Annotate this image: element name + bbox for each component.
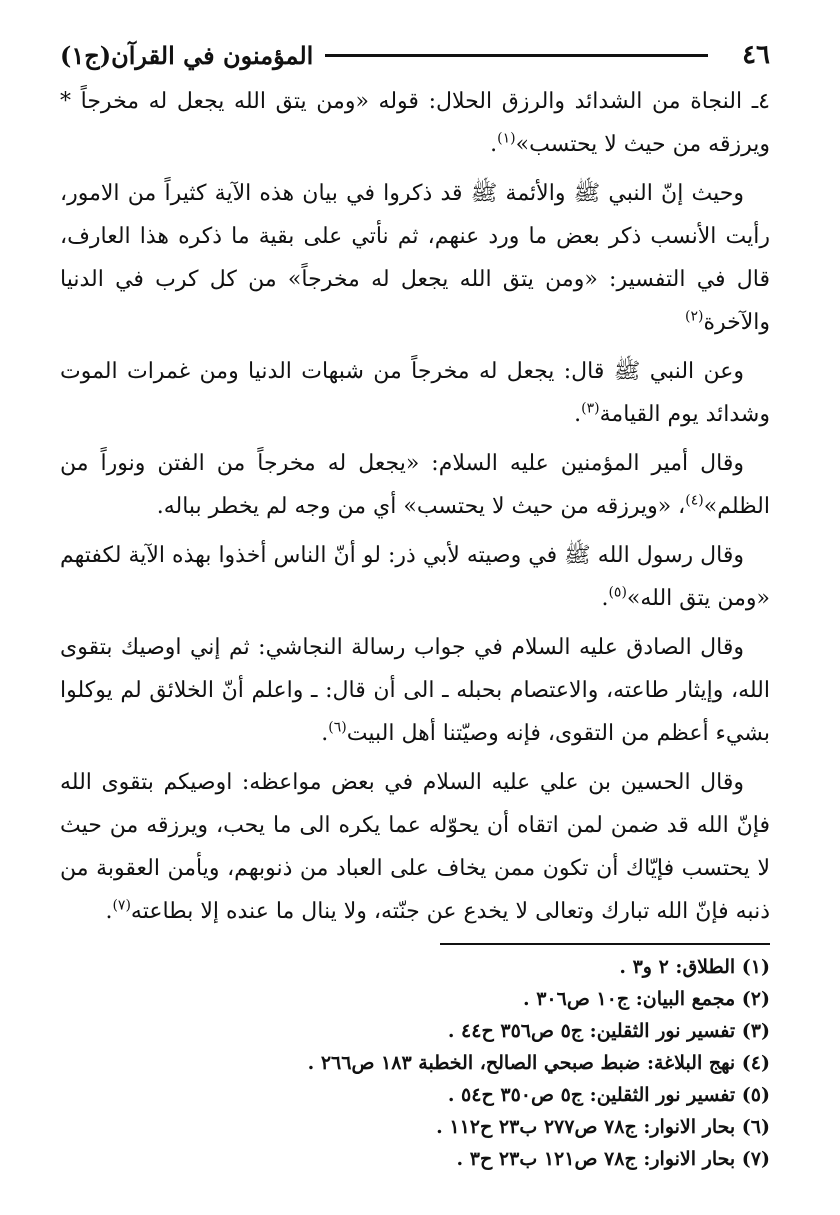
paragraph-text: وعن النبي ﷺ قال: يجعل له مخرجاً من شبهات الدنيا ومن غمرات الموت وشدائد يوم القيامة <box>60 359 770 427</box>
body-text <box>60 80 770 933</box>
footnote-ref: (٧) <box>112 897 131 914</box>
footnotes <box>60 951 770 1175</box>
book-page <box>60 30 770 1190</box>
paragraph <box>60 350 770 436</box>
footnote-item: (٥) تفسير نور الثقلين: ج٥ ص٣٥٠ ح٥٤ . <box>447 1084 770 1106</box>
footnote-item: (٤) نهج البلاغة: ضبط صبحي الصالح، الخطبة ١٨٣ ص٢٦٦ . <box>307 1052 770 1074</box>
paragraph <box>60 172 770 344</box>
running-title: المؤمنون في القرآن(ج١) <box>60 40 314 70</box>
footnote-item: (٢) مجمع البيان: ج١٠ ص٣٠٦ . <box>522 988 770 1010</box>
paragraph-tail: . <box>574 402 582 427</box>
footnote-ref: (٢) <box>684 308 704 325</box>
paragraph-tail: . <box>105 899 113 924</box>
paragraph-tail: . <box>490 132 498 157</box>
paragraph-text: ٤ـ النجاة من الشدائد والرزق الحلال: قوله «ومن يتق الله يجعل له مخرجاً * ويرزقه من حيث لا يحتسب» <box>60 89 770 157</box>
paragraph <box>60 80 770 166</box>
header-rule <box>325 54 708 57</box>
footnote-ref: (٦) <box>328 719 347 736</box>
paragraph-text: وقال الصادق عليه السلام في جواب رسالة النجاشي: ثم إني اوصيك بتقوى الله، وإيثار طاعته، والاعتصام بحبله ـ الى أن قال: ـ واعلم أنّ الخلائق لم يوكلوا بشيء أعظم من التقوى، فإنه وصيّتنا أهل البيت <box>60 635 770 746</box>
footnote-rule <box>440 943 770 945</box>
page-number: ٤٦ <box>742 40 770 70</box>
footnote-item: (١) الطلاق: ٢ و٣ . <box>619 956 770 978</box>
paragraph-text: وقال رسول الله ﷺ في وصيته لأبي ذر: لو أنّ الناس أخذوا بهذه الآية لكفتهم «ومن يتق الله» <box>60 543 770 611</box>
paragraph-text: وقال أمير المؤمنين عليه السلام: «يجعل له مخرجاً من الفتن ونوراً من الظلم» <box>60 451 770 519</box>
page-header <box>60 30 770 80</box>
paragraph-text: وقال الحسين بن علي عليه السلام في بعض مواعظه: اوصيكم بتقوى الله فإنّ الله قد ضمن لمن اتقاه أن يحوّله عما يكره الى ما يحب، ويرزقه من حيث لا يحتسب فإيّاك أن تكون ممن يخاف على العباد من ذنوبهم، ويأمن العقوبة من ذنبه فإنّ الله تبارك وتعالى لا يخدع عن جنّته، ولا ينال ما عنده إلا بطاعته <box>60 770 770 924</box>
footnote-ref: (٤) <box>685 492 704 509</box>
footnote-item: (٦) بحار الانوار: ج٧٨ ص٢٧٧ ب٢٣ ح١١٢ . <box>436 1116 770 1138</box>
paragraph-tail: . <box>601 586 609 611</box>
paragraph <box>60 761 770 933</box>
paragraph <box>60 534 770 620</box>
paragraph-text: وحيث إنّ النبي ﷺ والأئمة ﷺ قد ذكروا في بيان هذه الآية كثيراً من الامور، رأيت الأنسب ذكر بعض ما ورد عنهم، ثم نأتي على بقية ما ذكره هذا العارف، قال في التفسير: «ومن يتق الله يجعل له مخرجاً» من كل كرب في الدنيا والآخرة <box>60 181 770 335</box>
footnote-item: (٣) تفسير نور الثقلين: ج٥ ص٣٥٦ ح٤٤ . <box>447 1020 770 1042</box>
paragraph-tail: ، «ويرزقه من حيث لا يحتسب» أي من وجه لم يخطر بباله. <box>156 494 686 519</box>
paragraph <box>60 626 770 755</box>
paragraph <box>60 442 770 528</box>
footnote-ref: (٣) <box>581 400 600 417</box>
footnote-item: (٧) بحار الانوار: ج٧٨ ص١٢١ ب٢٣ ح٣ . <box>456 1148 770 1170</box>
footnote-ref: (١) <box>497 130 516 147</box>
footnote-ref: (٥) <box>608 584 627 601</box>
paragraph-tail: . <box>321 721 329 746</box>
